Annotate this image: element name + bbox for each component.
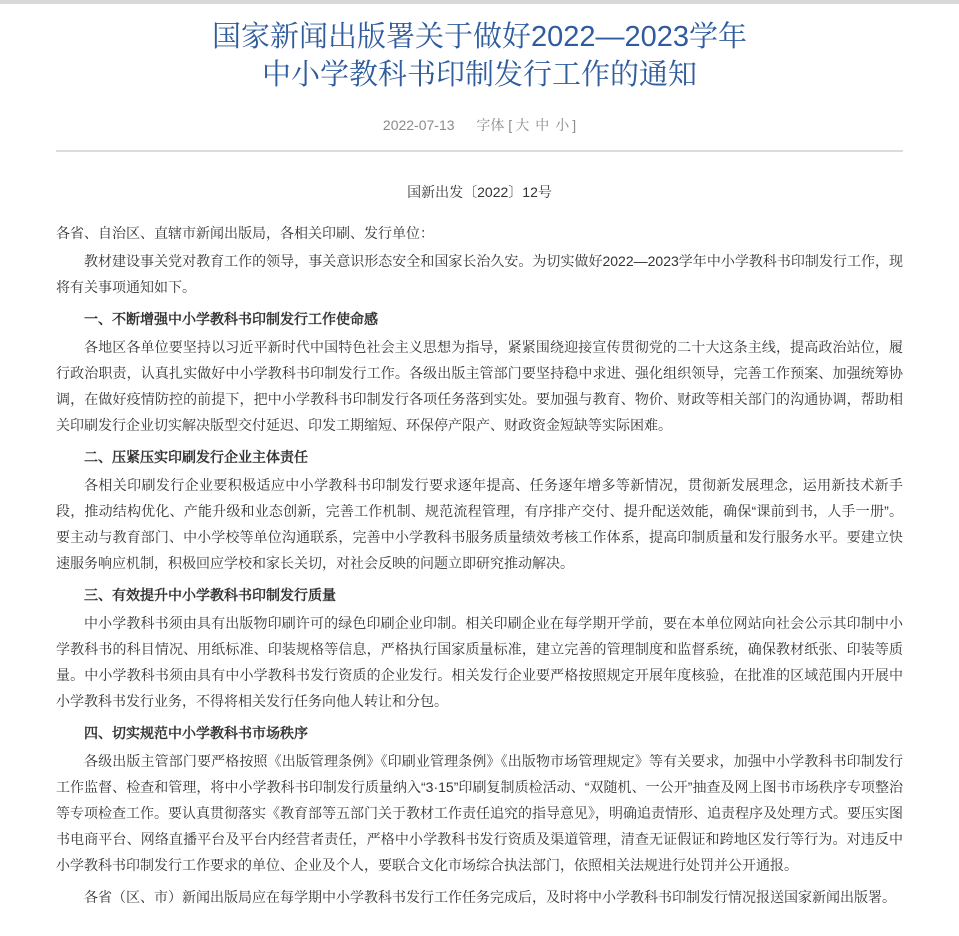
intro-paragraph: 教材建设事关党对教育工作的领导，事关意识形态安全和国家长治久安。为切实做好2022—2023学年中小学教科书印制发行工作，现将有关事项通知如下。 (56, 253, 903, 295)
font-size-large[interactable]: 大 (515, 117, 530, 133)
section-1 (56, 306, 903, 438)
section-1-heading: 一、不断增强中小学教科书印制发行工作使命感 (84, 311, 378, 327)
notice-page (56, 18, 903, 934)
font-size-small[interactable]: 小 (555, 117, 570, 133)
section-2-heading: 二、压紧压实印刷发行企业主体责任 (84, 449, 308, 465)
page-title (56, 18, 903, 94)
meta-row (56, 115, 903, 135)
font-label-suffix: ] (572, 117, 577, 133)
top-border (0, 0, 959, 4)
section-4 (56, 720, 903, 878)
publish-date: 2022-07-13 (382, 117, 455, 133)
section-3 (56, 582, 903, 714)
salutation: 各省、自治区、直辖市新闻出版局，各相关印刷、发行单位： (56, 225, 434, 241)
header-divider (56, 150, 903, 152)
title-line-1: 国家新闻出版署关于做好2022—2023学年 (211, 21, 748, 53)
section-1-body: 各地区各单位要坚持以习近平新时代中国特色社会主义思想为指导，紧紧围绕迎接宣传贯彻党的二十大这条主线，提高政治站位，履行政治职责，认真扎实做好中小学教科书印制发行工作。各级出版主管部门要坚持稳中求进、强化组织领导，完善工作预案、加强统筹协调，在做好疫情防控的前提下，把中小学教科书印制发行各项任务落到实处。要加强与教育、物价、财政等相关部门的沟通协调，帮助相关印刷发行企业切实解决版型交付延迟、印发工期缩短、环保停产限产、财政资金短缺等实际困难。 (56, 339, 903, 433)
closing-paragraph: 各省（区、市）新闻出版局应在每学期中小学教科书发行工作任务完成后，及时将中小学教科书印制发行情况报送国家新闻出版署。 (84, 889, 896, 905)
font-size-medium[interactable]: 中 (535, 117, 550, 133)
section-2 (56, 444, 903, 576)
section-3-heading: 三、有效提升中小学教科书印制发行质量 (84, 587, 336, 603)
font-size-widget (476, 117, 576, 133)
doc-number: 国新出发〔2022〕12号 (407, 184, 552, 200)
section-3-body: 中小学教科书须由具有出版物印刷许可的绿色印刷企业印制。相关印刷企业在每学期开学前，要在本单位网站向社会公示其印制中小学教科书的科目情况、用纸标准、印装规格等信息，严格执行国家质量标准，建立完善的管理制度和监督系统，确保教材纸张、印装等质量。中小学教科书须由具有中小学教科书发行资质的企业发行。相关发行企业要严格按照规定开展年度核验，在批准的区域范围内开展中小学教科书发行业务，不得将相关发行任务向他人转让和分包。 (56, 615, 903, 709)
section-4-heading: 四、切实规范中小学教科书市场秩序 (84, 725, 308, 741)
font-label-prefix: 字体 [ (476, 117, 513, 133)
section-4-body: 各级出版主管部门要严格按照《出版管理条例》《印刷业管理条例》《出版物市场管理规定》等有关要求，加强中小学教科书印制发行工作监督、检查和管理，将中小学教科书印制发行质量纳入“3·15”印刷复制质检活动、“双随机、一公开”抽查及网上图书市场秩序专项整治等专项检查工作。要认真贯彻落实《教育部等五部门关于教材工作责任追究的指导意见》，明确追责情形、追责程序及处理方式。要压实图书电商平台、网络直播平台及平台内经营者责任，严格中小学教科书发行资质及渠道管理，清查无证假证和跨地区发行等行为。对违反中小学教科书印制发行工作要求的单位、企业及个人，要联合文化市场综合执法部门，依照相关法规进行处罚并公开通报。 (56, 753, 903, 873)
title-line-2: 中小学教科书印制发行工作的通知 (261, 59, 697, 91)
section-2-body: 各相关印刷发行企业要积极适应中小学教科书印制发行要求逐年提高、任务逐年增多等新情况，贯彻新发展理念，运用新技术新手段，推动结构优化、产能升级和业态创新，完善工作机制、规范流程管理，有序排产交付、提升配送效能，确保“课前到书，人手一册”。要主动与教育部门、中小学校等单位沟通联系，完善中小学教科书服务质量绩效考核工作体系，提高印制质量和发行服务水平。要建立快速服务响应机制，积极回应学校和家长关切，对社会反映的问题立即研究推动解决。 (56, 477, 903, 571)
